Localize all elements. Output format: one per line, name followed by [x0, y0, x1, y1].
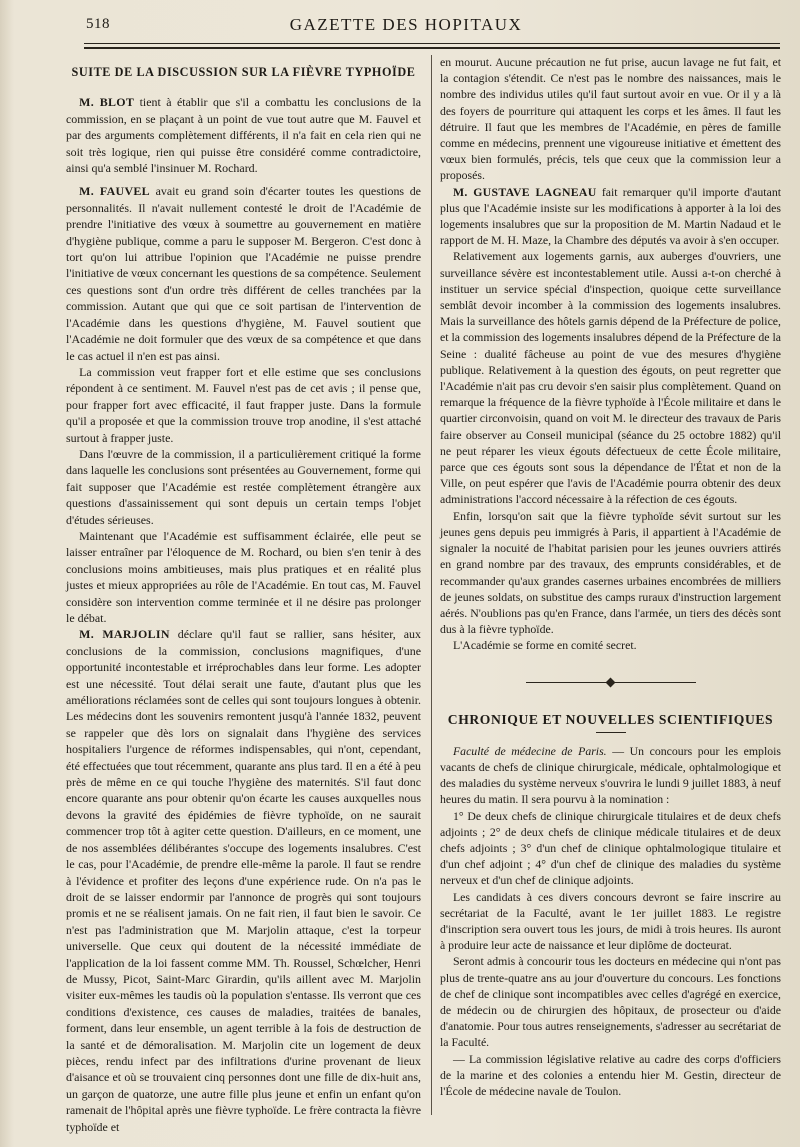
paragraph: — La commission législative relative au cadre des corps d'officiers de la marine et des colonies a entendu hier M. Gestin, directeur de l'École de médecine navale de Toulon.	[440, 1051, 781, 1098]
paragraph: L'Académie se forme en comité secret.	[452, 638, 637, 653]
paragraph-text: — Un concours pour les emplois vacants de chefs de clinique chirurgicale, médicale, ophtalmologique et des maladies du système nerveux s'ouvrira le lundi 9 juillet 1883, à neuf heures du matin. Il sera pourvu à la nomination :	[440, 743, 781, 807]
paragraph: Les candidats à ces divers concours devront se faire inscrire au secrétariat de la Faculté, avant le 1er juillet 1883. Le registre d'inscription sera ouvert tous les jours, de midi à trois heures. Ils auront à produire leur acte de naissance et leur diplôme de docteurat.	[440, 889, 781, 953]
paragraph	[440, 743, 781, 808]
heading-rule	[596, 732, 626, 733]
paragraph-text: déclare qu'il faut se rallier, sans hésiter, aux conclusions de la commission, conclusions magnifiques, d'une opportunité incontestable et irréprochables dans leur forme. Les adopter est une nécessité. Tout délai serait une faute, d'autant plus que les améliorations réclamées sont de celles qui sont toujours longues à obtenir. Les médecins dont les souvenirs remontent jusqu'à l'année 1832, peuvent se rappeler que dès lors on signalait dans l'hygiène des services hospitaliers l'urgence de réformes indispensables, qui n'ont, cependant, été effectuées que tout récemment, quarante ans plus tard. Il en a été à peu près de même en ce qui touche l'hygiène des maternités. S'il faut donc encore quarante ans pour obtenir qu'on écarte les causes auxquelles nous devons la gravité des épidémies de fièvre typhoïde, on ne saurait commencer trop tôt à agiter cette question. D'ailleurs, en ce moment, une de nos assemblées délibérantes s'occupe des logements insalubres. C'est le cas, pour l'Académie, de prendre elle-même la parole. Il faut se rendre à l'évidence et profiter des leçons d'une expérience rude. On n'a pas le droit de se laisser endormir par l'annonce de progrès qui sont toujours promis et ne se réalisent jamais. On ne fait rien, il faut bien le savoir. Ce n'est pas l'administration que M. Marjolin attaque, c'est la torpeur universelle. Que ceux qui doutent de la nécessité immédiate de l'application de la loi fassent comme MM. Th. Roussel, Schœlcher, Henri de Mussy, Picot, Saint-Marc Girardin, qu'ils aillent avec M. Marjolin visiter eux-mêmes les taudis où la population s'entasse. Ils verront que ces conditions d'existence, ces causes de maladies, traitées de banales, forment, dans leur ensemble, un agent terrible à la fois de destruction de la santé et de démoralisation. M. Marjolin cite un logement de deux pièces, rendu infect par des infiltrations d'urine provenant de lieux d'aisance et où se trouvaient cinq personnes dont une fille de dix-huit ans, un garçon de quatorze, une autre fille plus jeune et enfin un enfant qu'on ramenait de l'hôpital après une fièvre typhoïde. Le frère contracta la fièvre typhoïde et	[66, 627, 421, 1134]
right-column	[440, 54, 781, 1099]
section-ornament	[526, 678, 696, 688]
speaker-name: M. BLOT	[79, 95, 135, 110]
section-heading-discussion: SUITE DE LA DISCUSSION SUR LA FIÈVRE TYPHOÏDE	[71, 65, 416, 79]
paragraph-text: avait eu grand soin d'écarter toutes les questions de personnalités. Il n'avait nullement contesté le droit de l'Académie de prendre l'initiative des vœux à soumettre au gouvernement en matière d'hygiène publique, comme a paru le supposer M. Bergeron. C'est donc à tort qu'on lui attribue l'opinion que l'Académie ne puisse prendre l'initiative de vœux concernant les questions de sa compétence. Seulement ces questions sont d'un ordre très différent de celles tranchées par la commission. Autant que qui que ce soit partisan de l'intervention de l'Académie dans les questions d'hygiène, M. Fauvel soutient que l'Académie ne doit formuler que des vœux de sa compétence et que dans le cas actuel il n'en est pas ainsi.	[66, 184, 421, 363]
paragraph: 1° De deux chefs de clinique chirurgicale titulaires et de deux chefs adjoints ; 2° de deux chefs de clinique médicale titulaires et de deux chefs adjoints ; 3° d'un chef de clinique ophtalmologique titulaire et d'un chef adjoint ; 4° d'un chef de clinique des maladies du système nerveux et d'un chef de clinique adjoints.	[440, 808, 781, 888]
paragraph: en mourut. Aucune précaution ne fut prise, aucun lavage ne fut fait, et la contagion s'étendit. Ce n'est pas le nombre des naissances, mais le nombre des individus utiles qu'il faut surtout avoir en vue. Or il y a là des foyers de pourriture qui attaquent les corps et les âmes. Il faut les détruire. Il faut que les membres de l'Académie, en pères de famille comme en médecins, prennent une vigoureuse initiative et émettent des vœux bien formulés, précis, tels que ceux que la commission leur a proposés.	[440, 55, 781, 183]
page-header	[30, 10, 782, 38]
paragraph-lead: Faculté de médecine de Paris.	[452, 743, 607, 758]
paragraph-text: fait remarquer qu'il importe d'autant plus que l'Académie insiste sur les modifications à apporter à la loi des logements insalubres que sur la proposition de M. Martin Nadaud et le rapport de M. H. Maze, la Chambre des députés va avoir à s'en occuper.	[440, 184, 782, 248]
speaker-name: M. MARJOLIN	[79, 627, 170, 642]
speaker-name: M. GUSTAVE LAGNEAU	[452, 184, 597, 199]
paragraph: Dans l'œuvre de la commission, il a particulièrement critiqué la forme dans laquelle les conclusions sont présentées au Gouvernement, forme qui fait supposer que l'Académie est restée complètement étrangère aux questions d'assainissement qui sont depuis un certain temps l'objet d'études sérieuses.	[66, 446, 421, 527]
paragraph	[66, 183, 421, 363]
paragraph: Maintenant que l'Académie est suffisamment éclairée, elle peut se laisser entraîner par l'éloquence de M. Rochard, ou bien s'en tenir à des conclusions moins ambitieuses, mais plus pratiques et en réalité plus justes et mieux appropriées au rôle de l'Académie. En tout cas, M. Fauvel considère son intervention comme terminée et il ne désire pas prolonger le débat.	[66, 528, 421, 625]
page-number: 518	[86, 16, 110, 32]
paragraph	[66, 626, 421, 1135]
section-heading-chronique: CHRONIQUE ET NOUVELLES SCIENTIFIQUES	[447, 711, 774, 727]
header-rule-thick	[84, 47, 780, 49]
paragraph: Enfin, lorsqu'on sait que la fièvre typhoïde sévit surtout sur les jeunes gens depuis peu immigrés à Paris, il appartient à l'Académie de signaler la nocuité de l'habitat parisien pour les jeunes ouvriers attirés en grand nombre par des travaux, des emprunts considérables, et de recommander qu'aux grandes casernes urbaines encombrées de milliers de jeunes soldats, on substitue des camps ruraux d'instruction largement aérés. N'oublions pas qu'en France, dans l'armée, un tiers des décès sont dus à la fièvre typhoïde.	[440, 508, 781, 637]
paragraph	[66, 94, 421, 176]
paragraph-text: tient à établir que s'il a combattu les conclusions de la commission, en se plaçant à un point de vue tout autre que M. Fauvel et par des arguments complètement différents, il n'a fait en cela rien qui ne soit très logique, rien qui puisse être considéré comme contradictoire, ainsi qu'a semblé l'insinuer M. Rochard.	[66, 95, 421, 176]
paragraph	[440, 184, 781, 249]
paragraph: La commission veut frapper fort et elle estime que ses conclusions répondent à ce sentiment. M. Fauvel n'est pas de cet avis ; il pense que, pour frapper fort avec efficacité, il faut frapper juste. Dans la formule qu'il a proposée et que la commission trouve trop anodine, il s'est attaché surtout à frapper juste.	[66, 364, 421, 445]
column-divider	[431, 55, 432, 1115]
left-column	[66, 54, 421, 1135]
header-rule	[84, 43, 780, 44]
ornament-diamond	[605, 677, 615, 687]
speaker-name: M. FAUVEL	[79, 184, 150, 199]
paragraph: Relativement aux logements garnis, aux auberges d'ouvriers, une surveillance sévère est incontestablement utile. Aussi a-t-on cherché à instituer un service spécial d'inspection, quoique cette surveillance semblât devoir incomber à la commission des logements insalubres. Mais la surveillance des hôtels garnis dépend de la Préfecture de police, et la commission des logements insalubres dépend de la Préfecture de la Seine : dualité fâcheuse au point de vue des mesures d'hygiène publique. Relativement à la question des égouts, on peut regretter que l'Académie n'ait pas cru devoir s'en saisir plus complètement. Quand on remarque la fréquence de la fièvre typhoïde à l'École militaire et dans le quartier circonvoisin, quand on voit M. le directeur des travaux de Paris faire observer au Conseil municipal (séance du 25 octobre 1882) qu'il ne peut réparer les vieux égouts défectueux de cette École militaire, parce que ces égouts sont sous la dépendance de l'État et non de la Ville, on peut espérer que l'avis de l'Académie pourra obtenir des deux administrations l'accord nécessaire à la réfection de ces égouts.	[440, 249, 781, 507]
running-title: GAZETTE DES HOPITAUX	[289, 15, 523, 34]
paragraph: Seront admis à concourir tous les docteurs en médecine qui n'ont pas plus de trente-quatre ans au jour d'ouverture du concours. Les fonctions de chef de clinique sont incompatibles avec celles d'agrégé en exercice, de médecin ou de chirurgien des hôpitaux, de prosecteur ou d'aide d'anatomie. Pour tous autres renseignements, s'adresser au secrétariat de la Faculté.	[440, 954, 781, 1050]
